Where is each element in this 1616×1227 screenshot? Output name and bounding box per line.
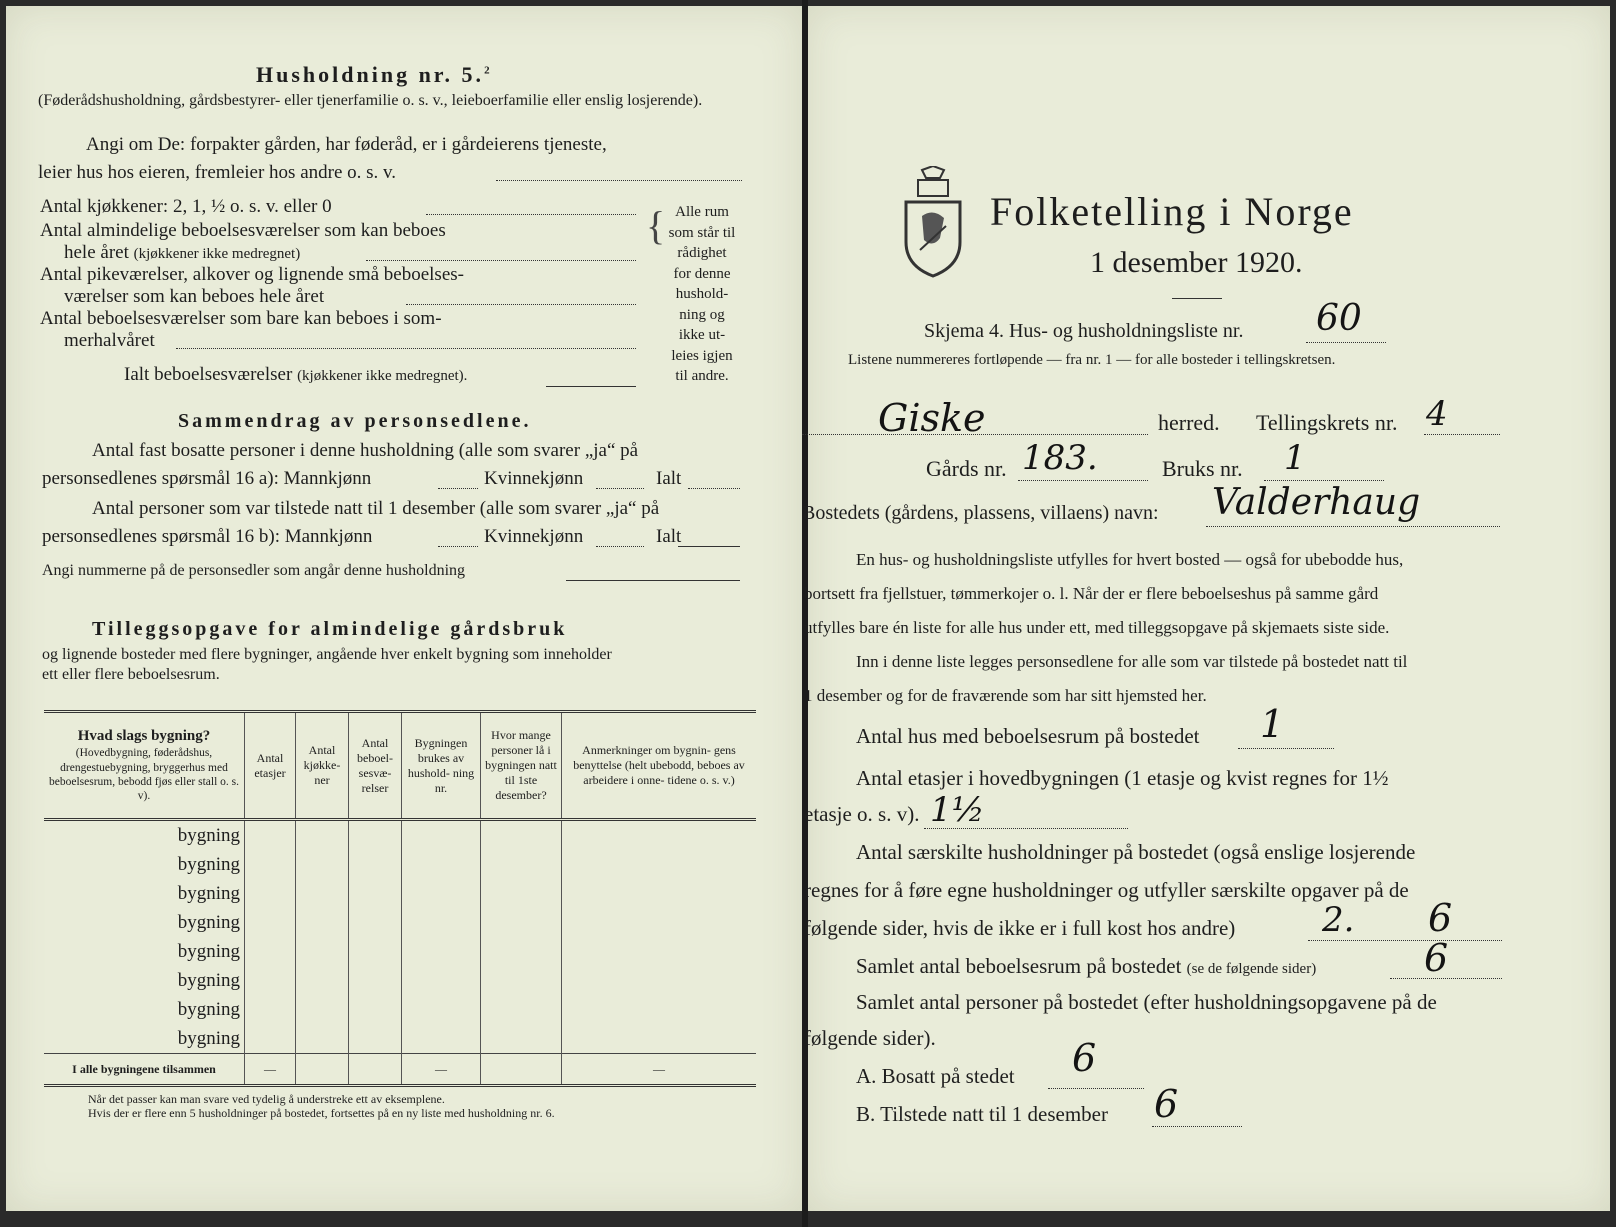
summer-rooms-field[interactable] [176,348,636,349]
cell[interactable] [562,1024,757,1054]
samlet-personer-line-1: Samlet antal personer på bostedet (efter husholdningsopgavene på de [856,990,1437,1014]
left-page [6,6,802,1211]
cell[interactable] [481,995,562,1024]
cell[interactable] [349,908,402,937]
kitchens-label: Antal kjøkkener: 2, 1, ½ o. s. v. eller 0 [40,196,332,217]
bosted-navn-value[interactable]: Valderhaug [1212,482,1421,523]
cell[interactable] [481,937,562,966]
husholdninger-line-3: følgende sider, hvis de ikke er i full kost hos andre) [804,916,1236,940]
cell[interactable] [562,937,757,966]
cell[interactable] [481,850,562,879]
skjema-label: Skjema 4. Hus- og husholdningsliste nr. [924,320,1244,342]
info-line-5: 1 desember og for de fraværende som har sitt hjemsted her. [804,686,1207,705]
row-label: bygning [44,820,245,851]
kvinne-label-2: Kvinnekjønn [484,526,584,547]
cell[interactable] [296,879,349,908]
cell[interactable] [349,1054,402,1086]
cell[interactable] [245,908,296,937]
bruks-value[interactable]: 1 [1284,438,1306,478]
tillegg-line-2: ett eller flere beboelsesrum. [42,666,220,683]
row-label: bygning [44,879,245,908]
cell[interactable] [562,820,757,851]
table-row [44,820,756,851]
angi-line-2: leier hus hos eieren, fremleier hos andre o. s. v. [38,162,397,183]
cell[interactable] [562,879,757,908]
bruks-label: Bruks nr. [1162,456,1243,481]
cell[interactable] [481,908,562,937]
cell[interactable] [349,966,402,995]
maid-rooms-label-1: Antal pikeværelser, alkover og lignende små beboelses- [40,264,464,285]
row-label: bygning [44,937,245,966]
cell[interactable] [245,820,296,851]
header-floors: Antal etasjer [245,712,296,820]
cell[interactable] [481,966,562,995]
right-page [802,6,1610,1211]
cell[interactable] [245,850,296,879]
header-remarks: Anmerkninger om bygnin- gens benyttelse (helt ubebodd, beboes av arbeidere i onne- tidene o. s. v.) [562,712,757,820]
cell[interactable] [245,879,296,908]
husholdninger-value[interactable]: 2. [1322,900,1355,940]
header-persons: Hvor mange personer lå i bygningen natt til 1ste desember? [481,712,562,820]
samlet-personer-line-2: følgende sider). [804,1026,936,1050]
husholdninger-line-1: Antal særskilte husholdninger på bostedet (også enslige losjerende [856,840,1416,864]
cell[interactable] [402,995,481,1024]
herred-label: herred. [1158,410,1220,435]
table-row [44,879,756,908]
cell[interactable] [349,995,402,1024]
total-rooms-field[interactable] [546,386,636,387]
cell[interactable] [481,1024,562,1054]
cell[interactable] [402,908,481,937]
kitchens-field[interactable] [426,214,636,215]
cell[interactable] [349,879,402,908]
buildings-table-header [44,712,756,820]
total-resident-field[interactable] [688,488,740,489]
male-present-field[interactable] [438,546,478,547]
maid-rooms-field[interactable] [406,304,636,305]
total-rooms-label: Ialt beboelsesværelser (kjøkkener ikke medregnet). [124,364,468,385]
tilstede-field[interactable] [1152,1126,1242,1127]
bosatt-value[interactable]: 6 [1072,1036,1097,1080]
row-label: bygning [44,908,245,937]
hus-field[interactable] [1238,748,1334,749]
herred-value[interactable]: Giske [878,396,986,440]
form-title: Folketelling i Norge [990,189,1354,234]
household-subtitle: (Føderådshusholdning, gårdsbestyrer- eller tjenerfamilie o. s. v., leieboerfamilie eller enslig losjerende). [38,92,703,109]
header-household-nr: Bygningen brukes av hushold- ning nr. [402,712,481,820]
cell[interactable] [349,820,402,851]
maid-rooms-label-2: værelser som kan beboes hele året [64,286,325,307]
row-label: bygning [44,995,245,1024]
cell[interactable] [402,966,481,995]
table-row [44,1024,756,1054]
cell[interactable] [402,937,481,966]
tellingskrets-field[interactable] [1424,434,1500,435]
cell[interactable] [562,995,757,1024]
angi-fill-line[interactable] [496,180,742,181]
summary-title: Sammendrag av personsedlene. [178,410,532,432]
cell[interactable] [245,1024,296,1054]
tillegg-title: Tilleggsopgave for almindelige gårdsbruk [92,618,568,640]
header-building-type: Hvad slags bygning? (Hovedbygning, føderådshus, drengestuebygning, bryggerhus med beboelsesrum, bebodd fjøs eller stall o. s. v). [44,712,245,820]
skjema-nr-value[interactable]: 60 [1316,298,1362,339]
cell[interactable] [481,1054,562,1086]
tellingskrets-value[interactable]: 4 [1426,394,1448,434]
cell[interactable] [296,820,349,851]
cell[interactable] [349,937,402,966]
angi-line-1: Angi om De: forpakter gården, har føderåd, er i gårdeierens tjeneste, [86,134,607,155]
tilstede-label: B. Tilstede natt til 1 desember [856,1102,1108,1126]
kvinne-label-1: Kvinnekjønn [484,468,584,489]
ialt-label-2: Ialt [656,526,682,547]
side-note-brace: { [646,203,666,248]
cell[interactable] [349,1024,402,1054]
cell[interactable] [402,1024,481,1054]
total-dash: — [402,1054,481,1086]
cell[interactable] [562,908,757,937]
ordinary-rooms-label-1: Antal almindelige beboelsesværelser som kan beboes [40,220,446,241]
angi-nummer-label: Angi nummerne på de personsedler som angår denne husholdning [42,562,466,579]
summary-line-2: personsedlenes spørsmål 16 a): Mannkjønn [42,468,372,489]
ialt-label-1: Ialt [656,468,682,489]
info-line-4: Inn i denne liste legges personsedlene for alle som var tilstede på bostedet natt til [856,652,1408,671]
tellingskrets-label: Tellingskrets nr. [1256,410,1398,435]
bosted-navn-field[interactable] [1206,526,1500,527]
row-label: bygning [44,850,245,879]
row-label: bygning [44,1024,245,1054]
gards-label: Gårds nr. [926,456,1007,481]
hus-label: Antal hus med beboelsesrum på bostedet [856,724,1200,748]
cell[interactable] [296,1024,349,1054]
cell[interactable] [245,995,296,1024]
gards-field[interactable] [1018,480,1148,481]
info-line-2: bortsett fra fjellstuer, tømmerkojer o. l. Når der er flere beboelseshus på samme gård [804,584,1379,603]
cell[interactable] [296,850,349,879]
etasjer-value[interactable]: 1½ [930,790,985,830]
buildings-table [44,710,756,1087]
cell[interactable] [349,850,402,879]
summer-rooms-label-2: merhalvåret [64,330,155,351]
etasjer-line-1: Antal etasjer i hovedbygningen (1 etasje og kvist regnes for 1½ [856,766,1389,790]
header-rooms: Antal beboel- sesvæ- relser [349,712,402,820]
table-row [44,995,756,1024]
cell[interactable] [296,937,349,966]
table-row [44,966,756,995]
side-note: Alle rum som står til rådighet for denne hushold- ning og ikke ut- leies igjen til andre. [668,204,736,384]
info-line-1: En hus- og husholdningsliste utfylles for hvert bosted — også for ubebodde hus, [856,550,1404,569]
table-row [44,937,756,966]
bosatt-label: A. Bosatt på stedet [856,1064,1015,1088]
table-row [44,908,756,937]
husholdninger-line-2: regnes for å føre egne husholdninger og utfyller særskilte opgaver på de [804,878,1409,902]
summary-line-3: Antal personer som var tilstede natt til 1 desember (alle som svarer „ja“ på [92,498,660,519]
samlet-rum-label: Samlet antal beboelsesrum på bostedet (se de følgende sider) [856,954,1317,978]
tillegg-line-1: og lignende bosteder med flere bygninger, angående hver enkelt bygning som inneholder [42,646,612,663]
bostedets-label: Bostedets (gårdens, plassens, villaens) navn: [802,502,1159,524]
tilstede-value[interactable]: 6 [1154,1082,1179,1126]
cell[interactable] [402,820,481,851]
cell[interactable] [402,850,481,879]
cell[interactable] [296,995,349,1024]
cell[interactable] [296,966,349,995]
cell[interactable] [402,879,481,908]
header-kitchens: Antal kjøkke- ner [296,712,349,820]
female-present-field[interactable] [596,546,644,547]
samlet-rum-value[interactable]: 6 [1424,936,1449,980]
male-resident-field[interactable] [438,488,478,489]
footnote-2: Hvis der er flere enn 5 husholdninger på bostedet, fortsettes på en ny liste med husholdning nr. 6. [88,1106,555,1120]
angi-nummer-field[interactable] [566,580,740,581]
total-dash: — [562,1054,757,1086]
cell[interactable] [245,937,296,966]
cell[interactable] [296,908,349,937]
row-label: bygning [44,966,245,995]
form-date: 1 desember 1920. [1090,246,1303,279]
ordinary-rooms-label-2: hele året (kjøkkener ikke medregnet) [64,242,301,263]
cell[interactable] [562,966,757,995]
husholdninger-value-2[interactable]: 6 [1428,896,1453,940]
skjema-nr-field[interactable] [1306,342,1386,343]
total-dash: — [245,1054,296,1086]
cell[interactable] [562,850,757,879]
total-present-field[interactable] [678,546,740,547]
summer-rooms-label-1: Antal beboelsesværelser som bare kan beboes i som- [40,308,442,329]
info-line-3: utfylles bare én liste for alle hus under ett, med tilleggsopgave på skjemaets siste side. [804,618,1390,637]
hus-value[interactable]: 1 [1260,702,1285,746]
total-label: I alle bygningene tilsammen [44,1054,245,1086]
table-total-row [44,1054,756,1086]
title-rule [1172,298,1222,299]
gards-value[interactable]: 183. [1022,438,1098,478]
footnote-1: Når det passer kan man svare ved tydelig å understreke ett av eksemplene. [88,1092,445,1106]
household-title: Husholdning nr. 5.$^2$ [256,62,493,87]
summary-line-4: personsedlenes spørsmål 16 b): Mannkjønn [42,526,373,547]
etasjer-line-2: etasje o. s. v). [804,802,920,826]
ordinary-rooms-field[interactable] [366,260,636,261]
husholdninger-field[interactable] [1308,940,1502,941]
bruks-field[interactable] [1264,480,1384,481]
summary-line-1: Antal fast bosatte personer i denne husholdning (alle som svarer „ja“ på [92,440,639,461]
coat-of-arms-icon [900,166,966,283]
numbering-note: Listene nummereres fortløpende — fra nr. 1 — for alle bosteder i tellingskretsen. [848,352,1336,368]
cell[interactable] [481,820,562,851]
cell[interactable] [296,1054,349,1086]
cell[interactable] [245,966,296,995]
cell[interactable] [481,879,562,908]
bosatt-field[interactable] [1048,1088,1144,1089]
female-resident-field[interactable] [596,488,644,489]
table-row [44,850,756,879]
